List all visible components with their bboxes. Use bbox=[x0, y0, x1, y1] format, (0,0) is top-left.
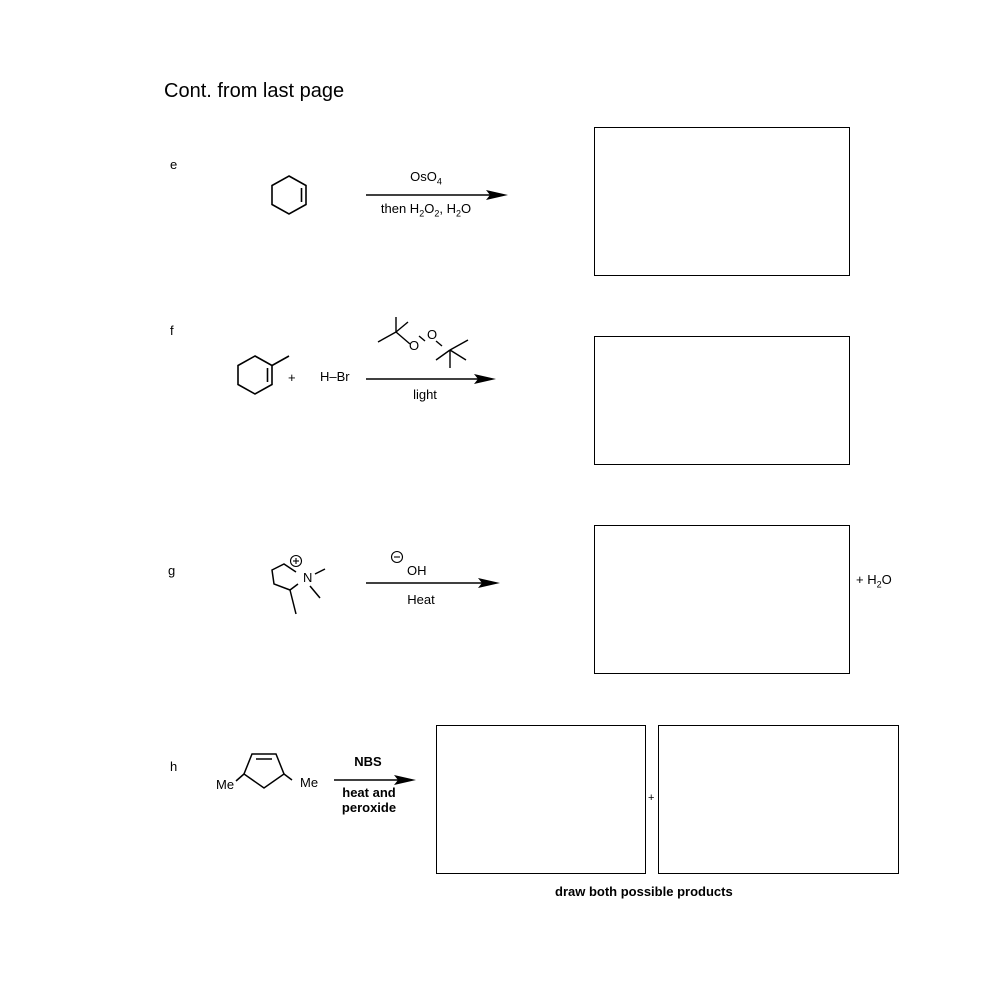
water-byproduct: + $H_2O$ bbox=[856, 572, 892, 590]
methylcyclohexene-structure bbox=[234, 350, 296, 398]
reagent-osmium-tetroxide: OsO$_4$ bbox=[410, 169, 442, 187]
reagent-heat: Heat bbox=[407, 592, 435, 607]
reagent-peroxide-water: then $H_2O_2$, $H_2O$ bbox=[380, 201, 472, 219]
methyl-label-left: Me bbox=[216, 777, 235, 792]
answer-box-f[interactable] bbox=[594, 336, 850, 465]
problem-label-f: f bbox=[170, 323, 174, 338]
ammonium-pyrrolidinium-structure bbox=[266, 552, 332, 618]
reagent-line-2: peroxide bbox=[341, 800, 397, 815]
reagent-line-1: heat and bbox=[342, 785, 396, 800]
reaction-arrow-e bbox=[366, 188, 510, 202]
answer-box-e[interactable] bbox=[594, 127, 850, 276]
problem-label-e: e bbox=[170, 157, 178, 172]
answer-box-h-2[interactable] bbox=[658, 725, 899, 874]
reagent-heat-and-peroxide bbox=[334, 785, 404, 815]
page-title: Cont. from last page bbox=[164, 80, 345, 102]
peroxide-oxygen-1: O bbox=[409, 338, 420, 353]
reagent-nbs: NBS bbox=[354, 754, 382, 769]
dimethylcyclopentene-structure bbox=[232, 748, 298, 794]
problem-label-h: h bbox=[170, 759, 178, 774]
answer-box-h-1[interactable] bbox=[436, 725, 646, 874]
answer-box-g[interactable] bbox=[594, 525, 850, 674]
negative-charge-icon bbox=[390, 550, 404, 564]
hydroxide-label: OH bbox=[407, 563, 427, 578]
methyl-label-right: Me bbox=[300, 775, 319, 790]
reagent-light: light bbox=[413, 387, 437, 402]
hydrogen-bromide-label: H–Br bbox=[320, 369, 350, 384]
problem-label-g: g bbox=[168, 563, 176, 578]
cyclohexene-structure bbox=[266, 172, 312, 218]
peroxide-oxygen-2: O bbox=[427, 327, 438, 342]
instruction-caption: draw both possible products bbox=[555, 884, 733, 899]
di-tert-butyl-peroxide-structure bbox=[376, 316, 470, 372]
plus-sign-f: + bbox=[288, 370, 296, 385]
reaction-arrow-f bbox=[366, 372, 500, 386]
plus-sign-h: + bbox=[648, 792, 655, 804]
reaction-arrow-g bbox=[366, 576, 504, 590]
nitrogen-atom-label: N bbox=[303, 570, 313, 585]
